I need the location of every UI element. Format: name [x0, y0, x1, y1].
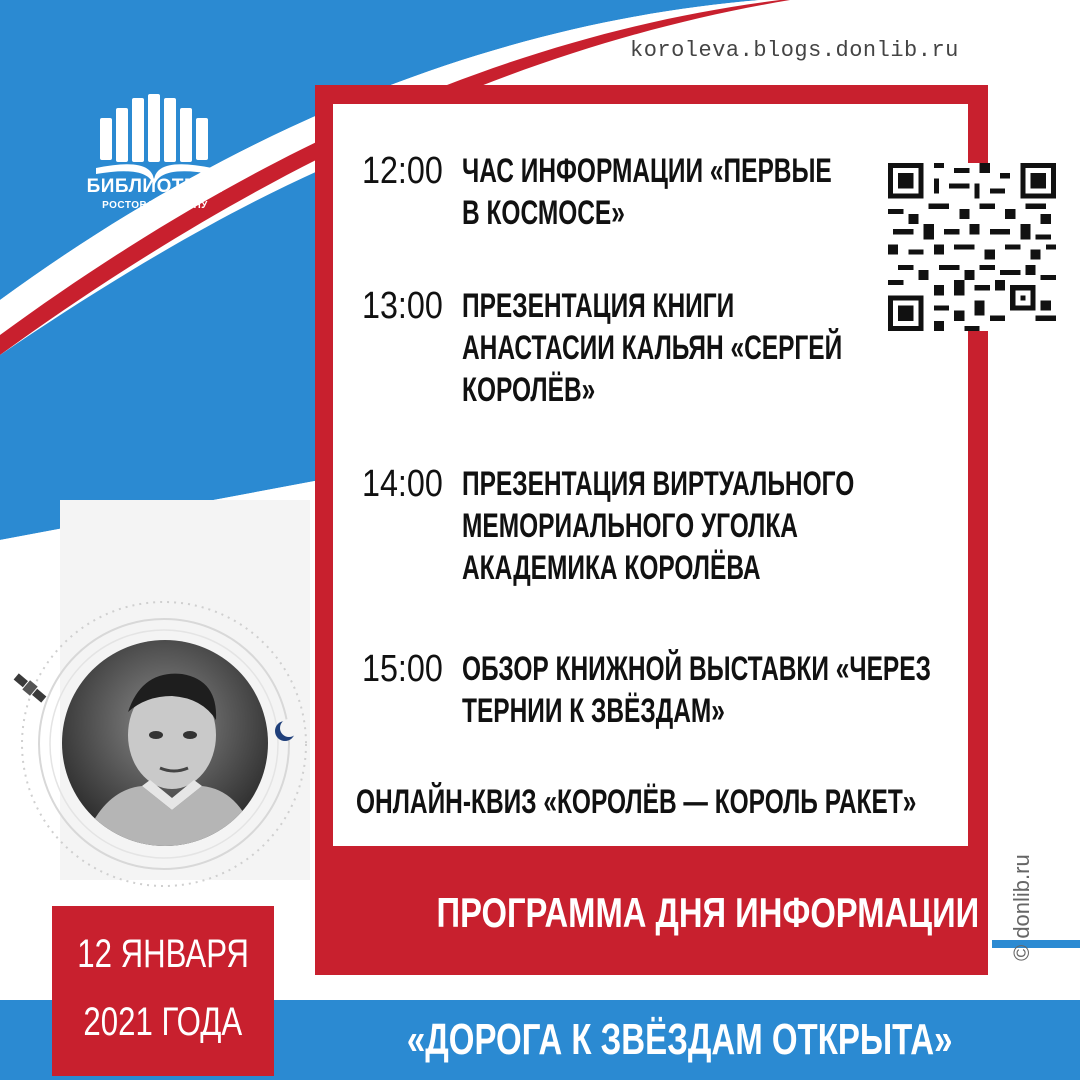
schedule-time: 12:00 — [362, 150, 443, 192]
schedule-event: ОБЗОР КНИЖНОЙ ВЫСТАВКИ «ЧЕРЕЗ ТЕРНИИ К ЗВЁЗДАМ» — [462, 650, 931, 730]
slogan: «ДОРОГА К ЗВЁЗДАМ ОТКРЫТА» — [407, 1015, 953, 1064]
schedule-event: ПРЕЗЕНТАЦИЯ КНИГИ АНАСТАСИИ КАЛЬЯН «СЕРГЕЙ КОРОЛЁВ» — [462, 287, 843, 409]
date-line-2: 2021 ГОДА — [83, 1000, 243, 1044]
schedule-row — [362, 648, 1080, 732]
logo-subtitle: РОСТОВА-НА-ДОНУ — [102, 200, 208, 211]
copyright-text: © donlib.ru — [1009, 854, 1034, 961]
schedule-row — [362, 463, 1022, 589]
logo-title: БИБЛИОТЕКИ — [86, 176, 224, 197]
portrait-photo — [62, 640, 268, 846]
schedule-time: 13:00 — [362, 285, 443, 327]
date-line-1: 12 ЯНВАРЯ — [77, 932, 249, 976]
qr-code[interactable] — [888, 163, 1056, 331]
copyright-label — [1003, 835, 1039, 965]
satellite-icon — [10, 668, 50, 708]
schedule-time: 14:00 — [362, 463, 443, 505]
schedule-time: 15:00 — [362, 648, 443, 690]
moon-icon — [272, 718, 298, 744]
quiz-title: ОНЛАЙН-КВИЗ «КОРОЛЁВ — КОРОЛЬ РАКЕТ» — [356, 783, 917, 821]
website-url[interactable]: koroleva.blogs.donlib.ru — [630, 38, 959, 63]
schedule-event: ПРЕЗЕНТАЦИЯ ВИРТУАЛЬНОГО МЕМОРИАЛЬНОГО УГОЛКА АКАДЕМИКА КОРОЛЁВА — [462, 465, 855, 587]
schedule-event: ЧАС ИНФОРМАЦИИ «ПЕРВЫЕ В КОСМОСЕ» — [462, 152, 832, 232]
program-title: ПРОГРАММА ДНЯ ИНФОРМАЦИИ — [436, 889, 980, 936]
